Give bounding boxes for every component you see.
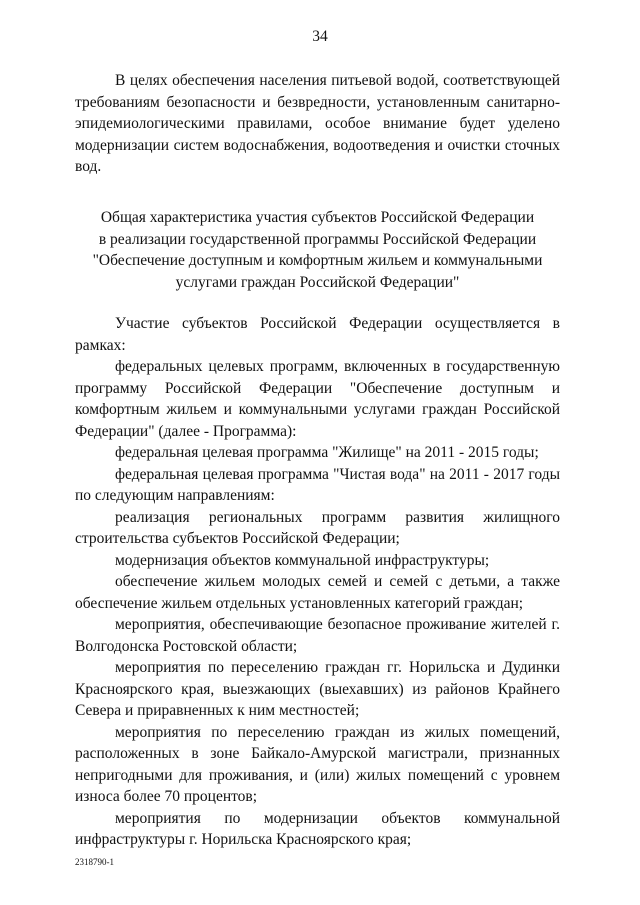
intro-paragraph: В целях обеспечения населения питьевой водой, соответствующей требованиям безопасности и безвредности, установленным санитарно-эпидемиологическими правилами, особое внимание будет уделено модернизации систем водоснабжения, водоотведения и очистки сточных вод. (75, 72, 560, 175)
paragraph-utilities-modernization: модернизация объектов коммунальной инфраструктуры; (115, 551, 490, 569)
paragraph-young-families: обеспечение жильем молодых семей и семей с детьми, а также обеспечение жильем отдельных установленных категорий граждан; (75, 573, 560, 612)
document-code: 2318790-1 (75, 857, 114, 867)
paragraph-norilsk-dudinka: мероприятия по переселению граждан гг. Норильска и Дудинки Красноярского края, выезжающих (выехавших) из районов Крайнего Севера и приравненных к ним местностей; (75, 659, 560, 719)
paragraph-chistaya-voda: федеральная целевая программа "Чистая вода" на 2011 - 2017 годы по следующим направлениям: (75, 465, 560, 504)
paragraph-bam-zone: мероприятия по переселению граждан из жилых помещений, расположенных в зоне Байкало-Амурской магистрали, признанных непригодными для проживания, и (или) жилых помещений с уровнем износа более 70 процентов; (75, 723, 560, 805)
heading-line-4: услугами граждан Российской Федерации" (175, 273, 460, 291)
page-number: 34 (312, 28, 328, 45)
paragraph-participation: Участие субъектов Российской Федерации осуществляется в рамках: (75, 315, 560, 354)
heading-line-2: в реализации государственной программы Российской Федерации (98, 230, 537, 248)
heading-line-1: Общая характеристика участия субъектов Российской Федерации (100, 209, 535, 226)
paragraph-zhilische: федеральная целевая программа "Жилище" на 2011 - 2015 годы; (115, 444, 539, 461)
paragraph-volgodonsk: мероприятия, обеспечивающие безопасное проживание жителей г. Волгодонска Ростовской области; (75, 616, 560, 655)
intro-block (75, 70, 560, 178)
paragraph-norilsk-infrastructure: мероприятия по модернизации объектов коммунальной инфраструктуры г. Норильска Красноярского края; (75, 809, 560, 848)
heading-line-3: "Обеспечение доступным и комфортным жильем и коммунальными (92, 252, 543, 269)
content-block (75, 313, 560, 851)
paragraph-regional-housing: реализация региональных программ развития жилищного строительства субъектов Российской Федерации; (75, 508, 560, 547)
paragraph-federal-programs: федеральных целевых программ, включенных в государственную программу Российской Федерации "Обеспечение доступным и комфортным жильем и коммунальными услугами граждан Российской Федерации" (далее - Программа): (75, 358, 560, 440)
section-heading (75, 207, 560, 293)
